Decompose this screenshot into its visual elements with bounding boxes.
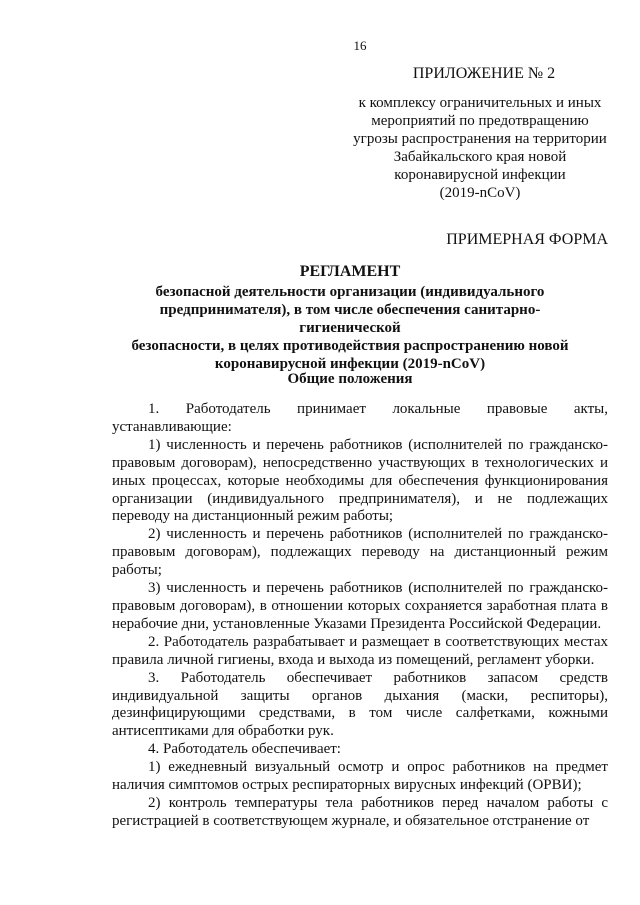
subtitle-line: предпринимателя), в том числе обеспечения санитарно-гигиенической [159,302,541,336]
section-title: Общие положения [287,371,413,387]
appendix-line: мероприятий по предотвращению [371,113,589,129]
appendix-line: коронавирусной инфекции [394,167,566,183]
paragraph: 2) контроль температуры тела работников перед началом работы с регистрацией в соответствующем журнале, и обязательное отстранение от [112,794,608,829]
appendix-line: угрозы распространения на территории [353,131,607,147]
appendix-line: Забайкальского края новой [393,149,567,165]
appendix-line: к комплексу ограничительных и иных [358,95,602,111]
paragraph: 3) численность и перечень работников (исполнителей по гражданско-правовым договорам), в отношении которых сохраняется заработная плата в нерабочие дни, установленные Указами Президента Российской Федерации. [112,580,608,632]
appendix-block [340,64,620,202]
paragraph: 1) численность и перечень работников (исполнителей по гражданско-правовым договорам), непосредственно участвующих в технологических и иных процессах, которые необходимы для обеспечения функционирования организации (индивидуального предпринимателя), и не подлежащих переводу на дистанционный режим работы; [112,436,608,525]
paragraph: 1) ежедневный визуальный осмотр и опрос работников на предмет наличия симптомов острых респираторных вирусных инфекций (ОРВИ); [112,759,608,794]
form-label: ПРИМЕРНАЯ ФОРМА [446,231,608,248]
paragraph: 3. Работодатель обеспечивает работников запасом средств индивидуальной защиты органов дыхания (маски, респиторы), дезинфицирующими средствами, в том числе салфетками, кожными антисептиками для обработки рук. [112,669,608,740]
document-title: РЕГЛАМЕНТ [299,263,401,280]
subtitle-line: коронавирусной инфекции (2019-nCoV) [214,356,486,372]
body-text [112,401,608,831]
page-number: 16 [353,38,367,53]
subtitle-line: безопасности, в целях противодействия распространению новой [131,338,569,354]
paragraph: 4. Работодатель обеспечивает: [148,741,341,758]
paragraph: 2. Работодатель разрабатывает и размещает в соответствующих местах правила личной гигиены, входа и выхода из помещений, регламент уборки. [112,633,608,668]
document-subtitle [110,283,590,373]
appendix-line: (2019-nCoV) [439,185,521,201]
paragraph: 2) численность и перечень работников (исполнителей по гражданско-правовым договорам), подлежащих переводу на дистанционный режим работы; [112,526,608,579]
subtitle-line: безопасной деятельности организации (индивидуального [155,284,545,300]
appendix-title: ПРИЛОЖЕНИЕ № 2 [412,65,556,82]
paragraph: 1. Работодатель принимает локальные правовые акты, устанавливающие: [112,401,608,435]
